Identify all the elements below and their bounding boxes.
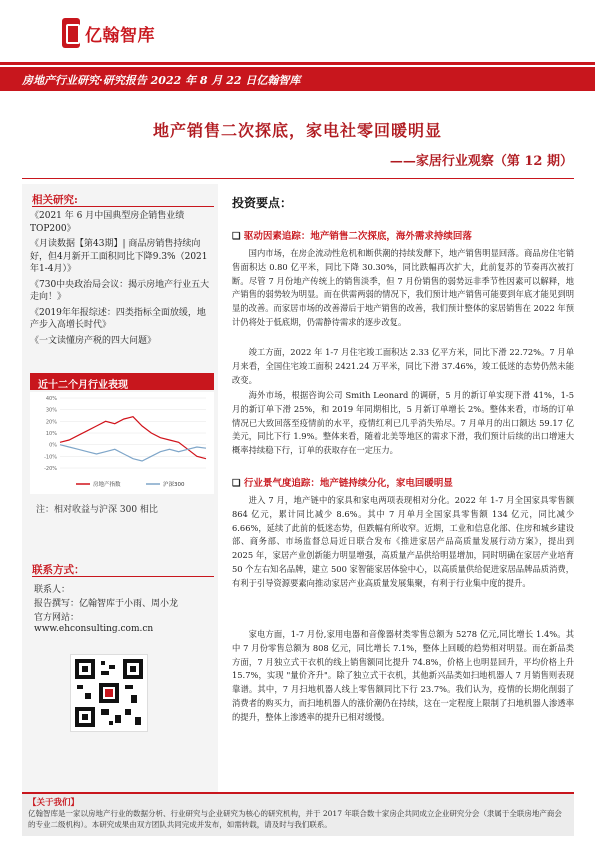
footer-text: 亿翰智库是一家以房地产行业的数据分析、行业研究与企业研究为核心的研究机构，并于 2017 年联合数十家房企共同成立企业研究分会（隶属于全联房地产商会的专业二级机构）。本研究成果由双方团队共同完成并发布，如需转载，请及时与我们联系。 <box>28 809 562 829</box>
sidebar <box>22 184 218 796</box>
contact-authors: 报告撰写：亿翰智库于小雨、周小龙 <box>34 599 179 609</box>
paragraph: 竣工方面，2022 年 1-7 月住宅竣工面积达 2.33 亿平方米，同比下滑 22.72%。7 月单月来看，全国住宅竣工面积 2421.24 万平米，同比下滑 37.46%，竣工低迷的态势仍然未能改变。 <box>232 347 574 385</box>
related-link[interactable]: 《730中央政治局会议：揭示房地产行业五大走向！》 <box>30 279 210 302</box>
logo-icon <box>62 18 80 48</box>
chart-title: 近十二个月行业表现 <box>38 380 128 391</box>
section-heading-text: 驱动因素追踪：地产销售二次探底，海外需求持续回落 <box>243 231 472 242</box>
y-tick-label: 10% <box>45 431 57 437</box>
related-link[interactable]: 《一文读懂房产税的四大问题》 <box>30 335 157 346</box>
qr-code-icon <box>71 655 147 731</box>
qr-code <box>70 654 148 732</box>
contact-heading: 联系方式： <box>32 564 85 576</box>
y-tick-label: 40% <box>45 396 57 402</box>
series-line <box>60 417 206 459</box>
related-research-heading: 相关研究: <box>32 194 78 206</box>
brand-name: 亿翰智库 <box>85 25 155 46</box>
page-title: 地产销售二次探底，家电社零回暖明显 <box>152 121 442 140</box>
brand-logo <box>62 18 155 48</box>
checkbox-icon: ❑ <box>232 231 241 242</box>
chart-title-bar <box>30 373 214 390</box>
chart-note: 注：相对收益与沪深 300 相比 <box>36 505 158 515</box>
section-heading-text: 行业景气度追踪：地产链持续分化，家电回暖明显 <box>243 478 453 489</box>
contact-person: 联系人： <box>34 585 71 595</box>
legend-label: 沪深300 <box>163 482 185 488</box>
y-tick-label: -20% <box>44 466 57 472</box>
checkbox-icon: ❑ <box>232 478 241 489</box>
contact-divider <box>32 576 214 577</box>
related-research-list <box>30 210 214 350</box>
paragraph: 家电方面，1-7 月份,家用电器和音像器材类零售总额为 5278 亿元,同比增长 1.4%。其中 7 月份零售总额为 808 亿元，同比增长 7.1%，整体上回暖的趋势相对明显。而在新品类方面，7 月独立式干衣机的线上销售额同比提升 74.8%，价格上也明显回升，平均价格上升 15.7%，实现 "量价齐升"。除了独立式干衣机，其他新兴品类如扫地机器人 7 月销售则表现靠谱。其中，7 月扫地机器人线上零售额同比下行 23.7%。我们认为，疫情的长期化削弱了消费者的购买力，而扫地机器人的涨价潮仍在持续，这在一定程度上限制了扫地机器人渗透率的提升，整体上渗透率的提升已相对缓慢。 <box>232 629 574 722</box>
investment-highlights-heading: 投资要点： <box>232 196 293 210</box>
related-link[interactable]: 《月读数据【第43期】| 商品房销售持续向好，但4月新开工面积同比下降9.3%（2021年1-4月）》 <box>30 239 208 274</box>
y-tick-label: 0% <box>49 442 57 449</box>
contact-url[interactable]: www.ehconsulting.com.cn <box>34 624 154 634</box>
related-divider <box>32 206 214 207</box>
y-tick-label: 30% <box>45 407 57 414</box>
section-heading-drivers <box>232 228 472 242</box>
paragraph: 海外市场，根据咨询公司 Smith Leonard 的调研，5 月的新订单实现下滑 41%，1-5 月的新订单下滑 25%，和 2019 年同期相比，5 月新订单增长 2%。整体来看，市场的订单情况已大致回落至疫情前的水平，疫情红利已几乎消失殆尽。7 月单月的出口额达 59.17 亿美元，同比下行 1.9%。整体来看，随着北美等地区的需求下滑，我们预计后续的出口增速大概率持续稳下行，订单的获取存在一定压力。 <box>232 390 574 456</box>
paragraph: 国内市场，在房企流动性危机和断供潮的持续发酵下，地产销售明显回落。商品房住宅销售面积达 0.80 亿平米，同比下降 30.30%，同比跌幅再次扩大，此前复苏的节奏再次被打断。尽管 7 月份地产传统上的销售淡季，但 7 月份销售的弱势远非季节性因素可以解释，地产销售的弱势较为明显。而在供需两弱的情况下，我们预计地产销售可能要到年底才能见到明显的改善。而家居市场的改善滞后于地产销售的改善，我们预计整体的家居销售在 2022 年预计仍将处于低底期，仍需静待需求的逐步改复。 <box>232 248 574 327</box>
related-link[interactable]: 《2019年年报综述：四类指标全面放缓，地产步入高增长时代》 <box>30 307 206 330</box>
footer-heading: 【关于我们】 <box>28 798 80 808</box>
report-banner <box>0 67 595 91</box>
about-us-footer <box>22 792 574 836</box>
performance-chart <box>30 392 214 494</box>
paragraph: 进入 7 月，地产链中的家具和家电两项表现相对分化。2022 年 1-7 月全国家具零售额 864 亿元，累计同比减少 8.6%。其中 7 月单月全国家具零售额 134 亿元，同比减少 6.66%，延续了此前的低迷态势，但跌幅有所收窄。近期，工业和信息化部、住房和城乡建设部、商务部、市场监督总局近日联合发布《推进家居产品高质量发展行动方案》，提出到 2025 年，家居产业创新能力明显增强，高质量产品供给明显增加，同时明确在家居产业培育 50 个左右知名品牌，建立 500 家智能家居体验中心，以高质量供给促进家居品牌品质消费，有利于引导资源要素向推动家居产业高质量发展集聚，有利于行业集中度的提升。 <box>232 495 574 588</box>
banner-text: 房地产行业研究·研究报告 2022 年 8 月 22 日亿翰智库 <box>22 74 301 87</box>
chart-svg <box>30 392 214 494</box>
page-subtitle: ——家居行业观察（第 12 期） <box>389 154 573 169</box>
section-heading-industry <box>232 475 453 489</box>
legend-label: 房地产指数 <box>93 482 121 488</box>
contact-site-label: 官方网站： <box>34 613 80 623</box>
y-tick-label: -10% <box>44 454 57 461</box>
related-link[interactable]: 《2021 年 6 月中国典型房企销售业绩 TOP200》 <box>30 211 185 234</box>
top-rule <box>0 62 595 65</box>
y-tick-label: 20% <box>45 419 57 426</box>
title-divider <box>22 178 574 179</box>
